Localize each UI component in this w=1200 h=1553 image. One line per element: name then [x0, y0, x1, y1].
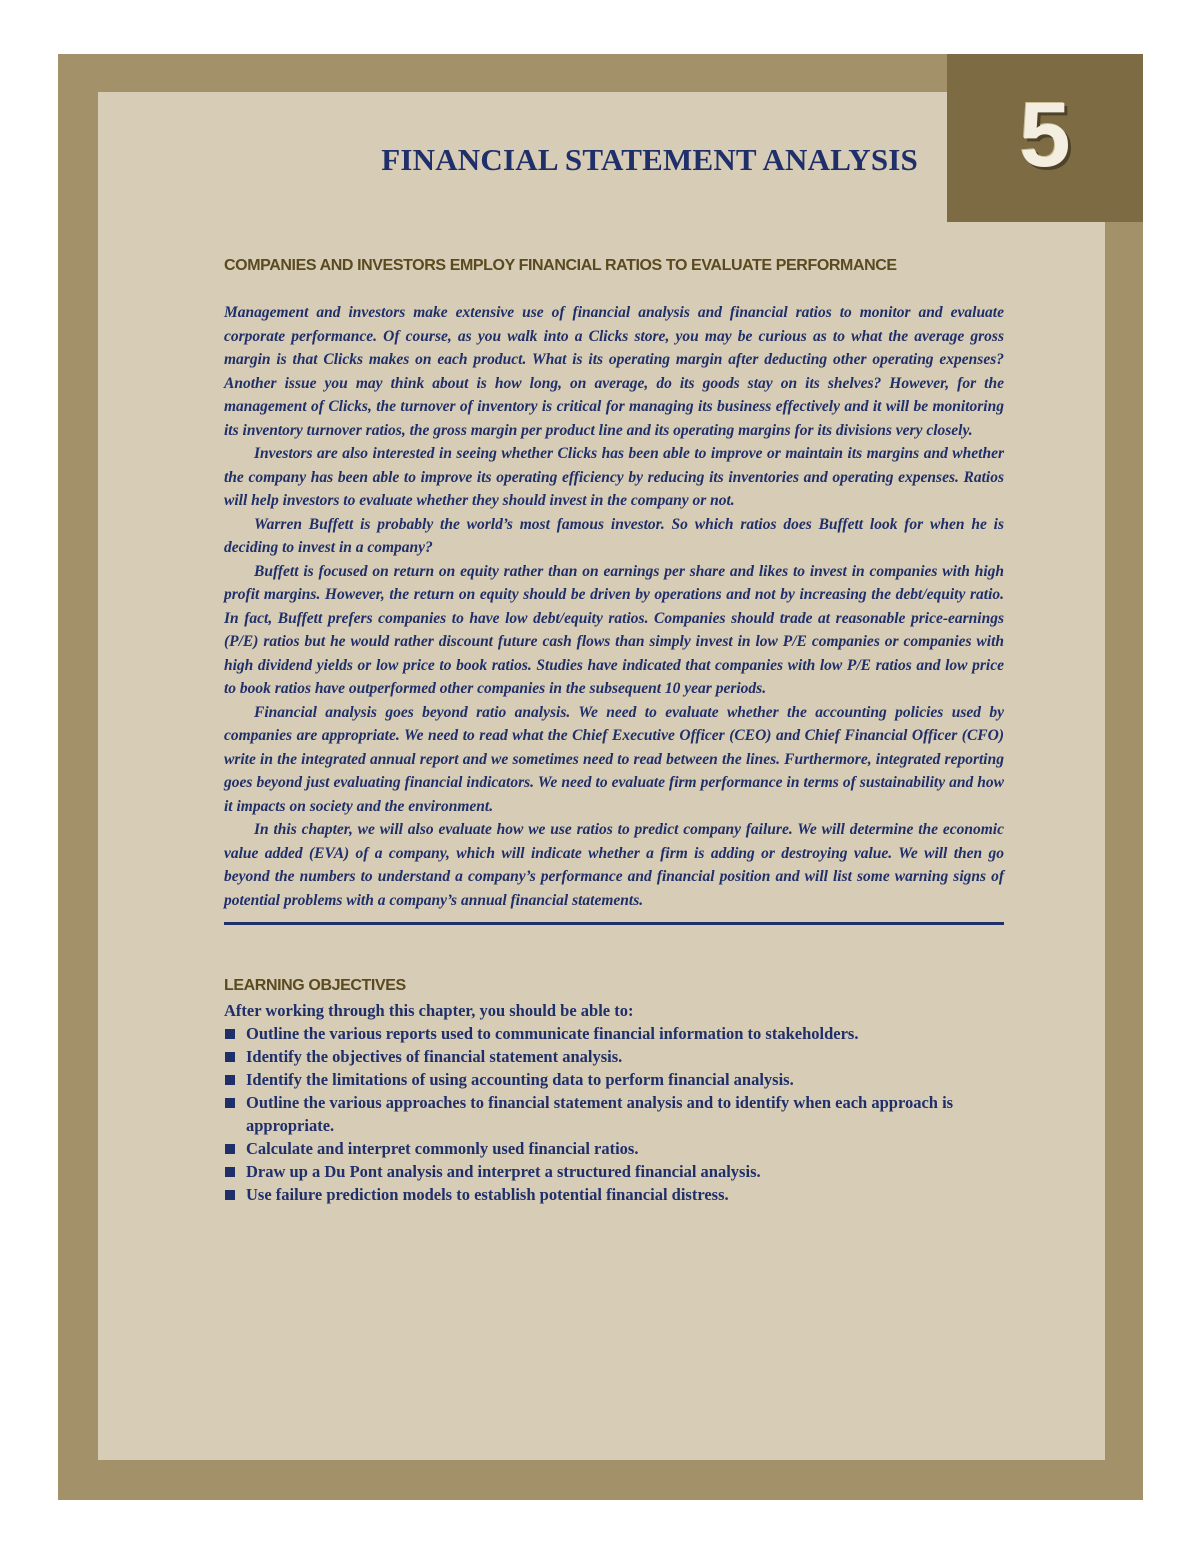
learning-objectives [224, 975, 1004, 1206]
intro-paragraph: Buffett is focused on return on equity rather than on earnings per share and likes to invest in companies with high profit margins. However, the return on equity should be driven by operations and not by increasing the debt/equity ratio. In fact, Buffett prefers companies to have low debt/equity ratios. Companies should trade at reasonable price-earnings (P/E) ratios but he would rather discount future cash flows than simply invest in low P/E companies or companies with high dividend yields or low price to book ratios. Studies have indicated that companies with low P/E ratios and low price to book ratios have outperformed other companies in the subsequent 10 year periods. [224, 562, 1004, 697]
intro-paragraph: In this chapter, we will also evaluate how we use ratios to predict company failure. We will determine the economic value added (EVA) of a company, which will indicate whether a firm is adding or destroying value. We will then go beyond the numbers to understand a company’s performance and financial position and will list some warning signs of potential problems with a company’s annual financial statements. [224, 821, 1004, 909]
square-bullet-icon [225, 1190, 235, 1200]
square-bullet-icon [225, 1144, 235, 1154]
chapter-title: FINANCIAL STATEMENT ANALYSIS [381, 142, 918, 177]
objective-text: Outline the various reports used to communicate financial information to stakeholders. [246, 1024, 859, 1043]
intro-text [224, 301, 1004, 912]
intro-paragraph: Investors are also interested in seeing whether Clicks has been able to improve or maintain its margins and whether the company has been able to improve its operating efficiency by reducing its inventories and operating expenses. Ratios will help investors to evaluate whether they should invest in the company or not. [224, 445, 1004, 509]
objective-item [224, 1183, 1004, 1206]
intro-heading: COMPANIES AND INVESTORS EMPLOY FINANCIAL RATIOS TO EVALUATE PERFORMANCE [224, 257, 897, 274]
square-bullet-icon [225, 1075, 235, 1085]
learning-objectives-lead: After working through this chapter, you should be able to: [224, 1001, 634, 1020]
intro-paragraph: Warren Buffett is probably the world’s most famous investor. So which ratios does Buffett look for when he is deciding to invest in a company? [224, 515, 1004, 556]
objective-text: Calculate and interpret commonly used financial ratios. [246, 1139, 639, 1158]
intro-paragraph: Management and investors make extensive use of financial analysis and financial ratios to monitor and evaluate corporate performance. Of course, as you walk into a Clicks store, you may be curious as to what the average gross margin is that Clicks makes on each product. What is its operating margin after deducting other operating expenses? Another issue you may think about is how long, on average, do its goods stay on its shelves? However, for the management of Clicks, the turnover of inventory is critical for managing its business effectively and it will be monitoring its inventory turnover ratios, the gross margin per product line and its operating margins for its divisions very closely. [224, 304, 1004, 439]
square-bullet-icon [225, 1167, 235, 1177]
learning-objectives-heading: LEARNING OBJECTIVES [224, 977, 406, 994]
objective-text: Use failure prediction models to establish potential financial distress. [246, 1185, 729, 1204]
objective-item [224, 1022, 1004, 1045]
intro-paragraph: Financial analysis goes beyond ratio analysis. We need to evaluate whether the accounting policies used by companies are appropriate. We need to read what the Chief Executive Officer (CEO) and Chief Financial Officer (CFO) write in the integrated annual report and we sometimes need to read between the lines. Furthermore, integrated reporting goes beyond just evaluating financial indicators. We need to evaluate firm performance in terms of sustainability and how it impacts on society and the environment. [224, 703, 1004, 815]
section-divider [224, 922, 1004, 925]
chapter-number-tab [947, 54, 1143, 222]
objective-item [224, 1091, 1004, 1137]
objective-text: Draw up a Du Pont analysis and interpret a structured financial analysis. [246, 1162, 761, 1181]
objective-text: Outline the various approaches to financial statement analysis and to identify when each approach is appropriate. [246, 1093, 954, 1135]
objective-item [224, 1160, 1004, 1183]
objective-item [224, 1045, 1004, 1068]
objective-text: Identify the objectives of financial statement analysis. [246, 1047, 623, 1066]
objective-item [224, 1068, 1004, 1091]
chapter-number: 5 [1019, 84, 1071, 186]
square-bullet-icon [225, 1052, 235, 1062]
objective-text: Identify the limitations of using accounting data to perform financial analysis. [246, 1070, 794, 1089]
square-bullet-icon [225, 1029, 235, 1039]
objectives-list [224, 1022, 1004, 1206]
objective-item [224, 1137, 1004, 1160]
chapter-content [224, 255, 1004, 1206]
square-bullet-icon [225, 1098, 235, 1108]
